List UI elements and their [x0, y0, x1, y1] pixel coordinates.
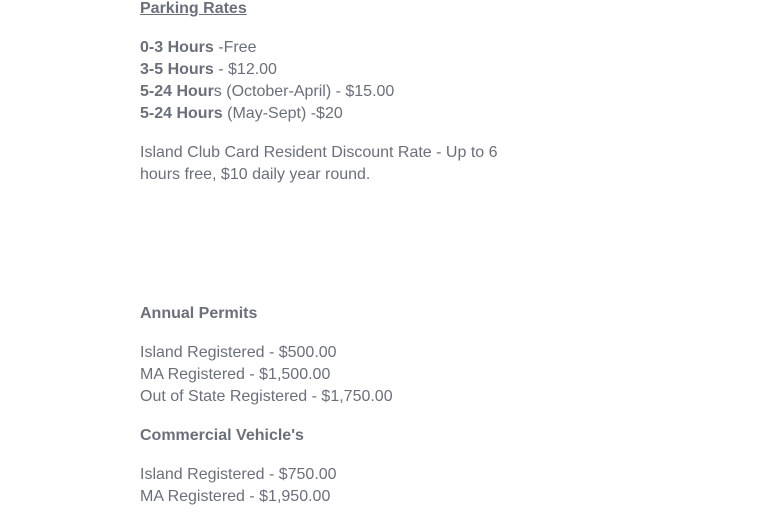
rate-price: - $12.00 — [213, 61, 277, 78]
list-item: Island Registered - $500.00 — [140, 344, 337, 361]
commercial-vehicles-heading — [140, 425, 520, 447]
rate-line — [140, 37, 520, 59]
rate-duration: 5-24 Hours — [140, 105, 223, 122]
rate-price: -Free — [213, 39, 257, 56]
list-item: MA Registered - $1,500.00 — [140, 366, 331, 383]
annual-permits-list — [140, 342, 520, 408]
resident-discount-text: Island Club Card Resident Discount Rate - Up to 6 hours free, $10 daily year round. — [140, 144, 498, 183]
rate-duration: 3-5 Hours — [140, 61, 214, 78]
section-spacer — [140, 203, 520, 303]
list-item: MA Registered - $1,950.00 — [140, 488, 331, 505]
rate-line — [140, 81, 520, 103]
commercial-vehicles-title: Commercial Vehicle's — [140, 427, 304, 444]
commercial-vehicles-list — [140, 464, 520, 508]
parking-rates-list — [140, 37, 520, 125]
list-item: Island Registered - $750.00 — [140, 466, 337, 483]
parking-rates-heading — [140, 0, 520, 20]
annual-permits-title: Annual Permits — [140, 305, 258, 322]
parking-rates-title: Parking Rates — [140, 0, 247, 17]
rates-content — [140, 0, 520, 525]
rate-duration: 0-3 Hours — [140, 39, 214, 56]
list-item: Out of State Registered - $1,750.00 — [140, 388, 393, 405]
rate-line — [140, 59, 520, 81]
annual-permits-heading — [140, 303, 520, 325]
rate-duration: 5-24 Hour — [140, 83, 214, 100]
rate-price: s (October-April) - $15.00 — [213, 83, 395, 100]
rate-price: (May-Sept) -$20 — [222, 105, 343, 122]
rate-line — [140, 103, 520, 125]
